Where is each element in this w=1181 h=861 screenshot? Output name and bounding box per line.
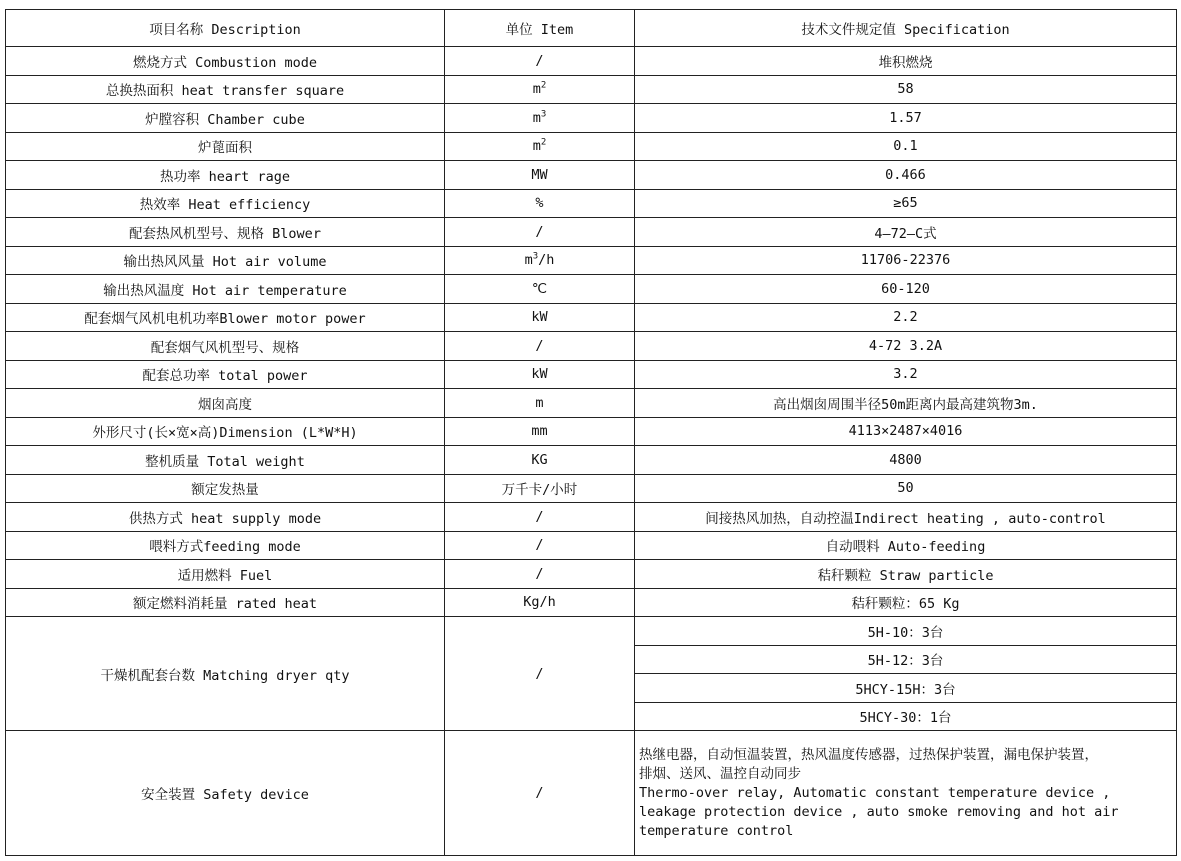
header-specification: 技术文件规定值 Specification <box>635 10 1177 47</box>
row-spec: 高出烟囱周围半径50m距离内最高建筑物3m. <box>635 389 1177 418</box>
row-unit: / <box>445 531 635 560</box>
safety-spec-line: Thermo-over relay, Automatic constant temperature device , <box>639 784 1111 801</box>
row-description: 热效率 Heat efficiency <box>6 189 445 218</box>
unit-tail: /h <box>538 252 555 269</box>
row-spec: 4-72 3.2A <box>635 332 1177 361</box>
row-spec: 2.2 <box>635 303 1177 332</box>
table-row <box>6 246 1177 275</box>
table-row <box>6 446 1177 475</box>
dryer-spec: 5HCY-30：1台 <box>635 702 1177 731</box>
table-row <box>6 588 1177 617</box>
table-row <box>6 75 1177 104</box>
table-row <box>6 275 1177 304</box>
table-row <box>6 389 1177 418</box>
safety-description: 安全装置 Safety device <box>6 731 445 856</box>
row-description: 额定燃料消耗量 rated heat <box>6 588 445 617</box>
unit-base: m <box>532 138 541 155</box>
table-row <box>6 332 1177 361</box>
table-row <box>6 104 1177 133</box>
table-row <box>6 531 1177 560</box>
row-description: 热功率 heart rage <box>6 161 445 190</box>
dryer-row <box>6 617 1177 646</box>
row-spec: 50 <box>635 474 1177 503</box>
row-spec: 0.466 <box>635 161 1177 190</box>
row-unit: KG <box>445 446 635 475</box>
row-unit: MW <box>445 161 635 190</box>
row-unit <box>445 246 635 275</box>
row-spec: 4—72—C式 <box>635 218 1177 247</box>
row-description: 喂料方式feeding mode <box>6 531 445 560</box>
row-spec: 0.1 <box>635 132 1177 161</box>
row-description: 适用燃料 Fuel <box>6 560 445 589</box>
unit-base: m <box>532 109 541 126</box>
row-description: 输出热风风量 Hot air volume <box>6 246 445 275</box>
row-description: 总换热面积 heat transfer square <box>6 75 445 104</box>
table-row <box>6 560 1177 589</box>
header-row <box>6 10 1177 47</box>
row-description: 输出热风温度 Hot air temperature <box>6 275 445 304</box>
unit-base: m <box>532 81 541 98</box>
row-unit: / <box>445 47 635 76</box>
row-unit <box>445 75 635 104</box>
row-unit: ℃ <box>445 275 635 304</box>
row-spec: 4800 <box>635 446 1177 475</box>
table-row <box>6 218 1177 247</box>
row-unit: / <box>445 560 635 589</box>
table-row <box>6 360 1177 389</box>
header-description: 项目名称 Description <box>6 10 445 47</box>
row-spec: ≥65 <box>635 189 1177 218</box>
row-description: 烟囱高度 <box>6 389 445 418</box>
row-spec: 4113×2487×4016 <box>635 417 1177 446</box>
row-unit: / <box>445 218 635 247</box>
table-row <box>6 47 1177 76</box>
row-spec: 3.2 <box>635 360 1177 389</box>
row-description: 供热方式 heat supply mode <box>6 503 445 532</box>
row-spec: 秸秆颗粒：65 Kg <box>635 588 1177 617</box>
safety-row <box>6 731 1177 856</box>
table-row <box>6 417 1177 446</box>
row-unit <box>445 132 635 161</box>
row-unit <box>445 104 635 133</box>
header-unit: 单位 Item <box>445 10 635 47</box>
row-unit: / <box>445 503 635 532</box>
row-spec: 1.57 <box>635 104 1177 133</box>
row-spec: 秸秆颗粒 Straw particle <box>635 560 1177 589</box>
spec-table <box>5 9 1177 856</box>
unit-exponent: 2 <box>540 80 547 91</box>
row-spec: 11706-22376 <box>635 246 1177 275</box>
dryer-description: 干燥机配套台数 Matching dryer qty <box>6 617 445 731</box>
row-spec: 60-120 <box>635 275 1177 304</box>
safety-spec-line: 热继电器，自动恒温装置，热风温度传感器，过热保护装置，漏电保护装置， <box>639 746 1098 763</box>
row-description: 配套总功率 total power <box>6 360 445 389</box>
row-description: 配套烟气风机型号、规格 <box>6 332 445 361</box>
table-row <box>6 189 1177 218</box>
row-spec: 自动喂料 Auto-feeding <box>635 531 1177 560</box>
dryer-unit: / <box>445 617 635 731</box>
row-description: 整机质量 Total weight <box>6 446 445 475</box>
row-description: 配套热风机型号、规格 Blower <box>6 218 445 247</box>
table-row <box>6 474 1177 503</box>
unit-exponent: 3 <box>540 109 547 120</box>
row-spec: 堆积燃烧 <box>635 47 1177 76</box>
table-row <box>6 132 1177 161</box>
row-description: 炉蓖面积 <box>6 132 445 161</box>
row-unit: Kg/h <box>445 588 635 617</box>
row-spec: 间接热风加热，自动控温Indirect heating , auto-control <box>635 503 1177 532</box>
row-description: 燃烧方式 Combustion mode <box>6 47 445 76</box>
dryer-spec: 5HCY-15H：3台 <box>635 674 1177 703</box>
unit-exponent: 3 <box>532 251 539 262</box>
row-description: 外形尺寸(长×宽×高)Dimension (L*W*H) <box>6 417 445 446</box>
unit-base: m <box>524 252 533 269</box>
row-spec: 58 <box>635 75 1177 104</box>
dryer-spec: 5H-10：3台 <box>635 617 1177 646</box>
table-row <box>6 161 1177 190</box>
row-unit: 万千卡/小时 <box>445 474 635 503</box>
safety-spec-line: temperature control <box>639 822 794 839</box>
row-description: 额定发热量 <box>6 474 445 503</box>
safety-spec-line: leakage protection device , auto smoke removing and hot air <box>639 803 1119 820</box>
row-unit: mm <box>445 417 635 446</box>
row-unit: / <box>445 332 635 361</box>
table-row <box>6 503 1177 532</box>
unit-exponent: 2 <box>540 137 547 148</box>
row-description: 炉膛容积 Chamber cube <box>6 104 445 133</box>
safety-spec <box>635 731 1177 856</box>
safety-unit: / <box>445 731 635 856</box>
dryer-spec: 5H-12：3台 <box>635 645 1177 674</box>
row-description: 配套烟气风机电机功率Blower motor power <box>6 303 445 332</box>
table-row <box>6 303 1177 332</box>
safety-spec-line: 排烟、送风、温控自动同步 <box>639 765 801 782</box>
row-unit: m <box>445 389 635 418</box>
row-unit: kW <box>445 360 635 389</box>
row-unit: kW <box>445 303 635 332</box>
row-unit: % <box>445 189 635 218</box>
